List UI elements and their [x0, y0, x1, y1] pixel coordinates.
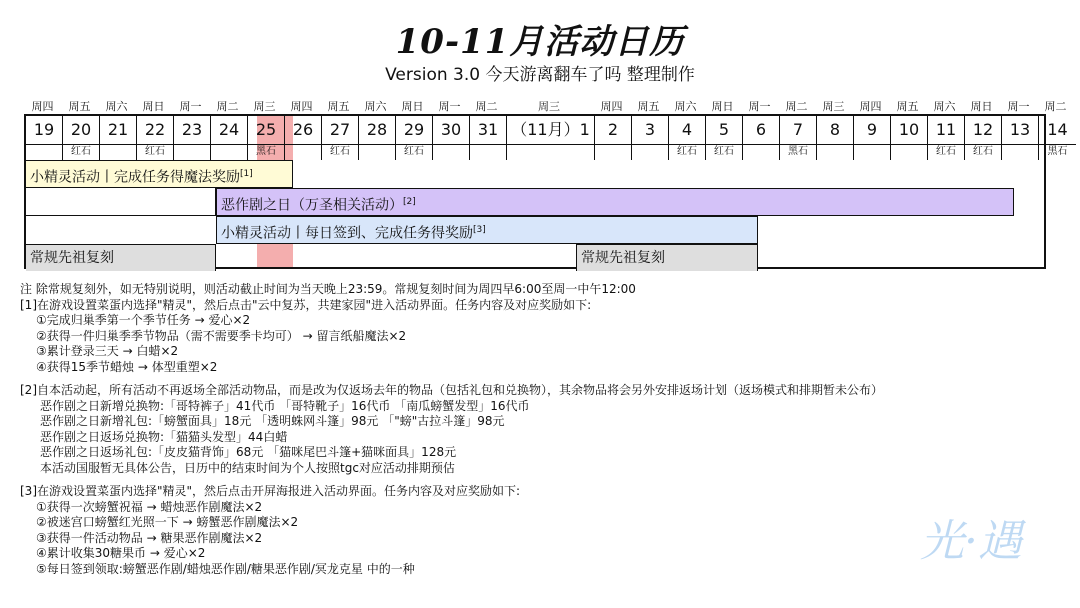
event-ref: [1]: [240, 169, 253, 179]
weekday-label: 周四: [859, 100, 882, 113]
event-bar-spirit-rerun-2[interactable]: [576, 244, 758, 271]
weekday-label: 周四: [31, 100, 54, 113]
event-label: 常规先祖复刻: [30, 250, 114, 266]
note-2-heading: [2]自本活动起，所有活动不再返场全部活动物品，而是改为仅返场去年的物品（包括礼包和兑换物），其余物品将会另外安排返场计划（返场模式和排期暂未公布）: [20, 383, 884, 397]
note-1-item: ①完成归巢季第一个季节任务 → 爱心×2: [36, 313, 251, 327]
note-3-item: ⑤每日签到领取:螃蟹恶作剧/蜡烛恶作剧/糖果恶作剧/冥龙克星 中的一种: [36, 561, 415, 576]
note-1-item: ③累计登录三天 → 白蜡×2: [36, 344, 179, 358]
calendar-day-cell[interactable]: [891, 116, 928, 160]
calendar-day-cell[interactable]: [470, 116, 507, 160]
shard-tag: [285, 144, 321, 159]
calendar-day-cell[interactable]: [396, 116, 433, 160]
note-3-item: ②被迷宫口螃蟹红光照一下 → 螃蟹恶作剧魔法×2: [36, 515, 299, 529]
shard-tag: 红石: [669, 144, 705, 159]
calendar-day-cell[interactable]: [100, 116, 137, 160]
note-2-item: 恶作剧之日新增兑换物:「哥特裤子」41代币 「哥特靴子」16代币 「南瓜螃蟹发型」16代币: [40, 398, 530, 413]
event-bar-sprite-tasks[interactable]: [26, 160, 293, 188]
note-3-item: ④累计收集30糖果币 → 爱心×2: [36, 546, 206, 560]
event-ref: [2]: [403, 197, 416, 207]
page-title: 10-11月活动日历: [395, 22, 685, 62]
weekday-label: 周一: [179, 100, 202, 113]
calendar-day-cell[interactable]: [1002, 116, 1039, 160]
weekday-label: 周五: [637, 100, 660, 113]
calendar-day-cell[interactable]: [248, 116, 285, 160]
note-3-item: ③获得一件活动物品 → 糖果恶作剧魔法×2: [36, 530, 263, 545]
weekday-label: 周日: [142, 100, 165, 113]
note-3-item: ①获得一次螃蟹祝福 → 蜡烛恶作剧魔法×2: [36, 499, 263, 514]
weekday-label: 周三: [253, 100, 276, 113]
event-label: 小精灵活动丨完成任务得魔法奖励: [30, 169, 240, 186]
day-number: 21: [107, 120, 129, 139]
note-2-item: 本活动国服暂无具体公告，日历中的结束时间为个人按照tgc对应活动排期预估: [40, 460, 455, 475]
day-number: 5: [718, 120, 730, 139]
day-number: 24: [218, 120, 240, 139]
notes-section: [20, 282, 1060, 577]
weekday-label: 周二: [1044, 100, 1067, 113]
shard-tag: 红石: [928, 144, 964, 159]
shard-tag: 黑石: [1039, 144, 1076, 159]
shard-tag: [507, 144, 594, 159]
day-number: 25: [255, 120, 277, 139]
calendar-day-cell[interactable]: [669, 116, 706, 160]
day-number: 14: [1047, 120, 1068, 139]
weekday-label: 周五: [327, 100, 350, 113]
weekday-label: 周五: [896, 100, 919, 113]
weekday-label: 周一: [438, 100, 461, 113]
weekday-label: 周六: [105, 100, 128, 113]
day-number: 27: [329, 120, 351, 139]
note-general: 注 除常规复刻外，如无特别说明，则活动截止时间为当天晚上23:59。常规复刻时间为周四早6:00至周一中午12:00: [20, 282, 636, 296]
weekday-label: 周日: [711, 100, 734, 113]
day-number: 30: [440, 120, 462, 139]
weekday-label: 周日: [401, 100, 424, 113]
day-number: 29: [403, 120, 425, 139]
shard-tag: [743, 144, 779, 159]
day-number: 8: [829, 120, 841, 139]
weekday-label: 周三: [538, 100, 560, 113]
shard-tag: 黑石: [780, 144, 816, 159]
day-number: 3: [644, 120, 656, 139]
day-number: 20: [70, 120, 92, 139]
shard-tag: 红石: [63, 144, 99, 159]
calendar-day-cell[interactable]: [817, 116, 854, 160]
watermark-logo: 光·遇: [920, 516, 1022, 567]
shard-tag: [891, 144, 927, 159]
calendar-day-cell[interactable]: [780, 116, 817, 160]
calendar-day-cell[interactable]: [928, 116, 965, 160]
day-number: 31: [477, 120, 499, 139]
weekday-label: 周日: [970, 100, 993, 113]
shard-tag: [100, 144, 136, 159]
shard-tag: [211, 144, 247, 159]
shard-tag: [632, 144, 668, 159]
shard-tag: 红石: [322, 144, 358, 159]
shard-tag: [1002, 144, 1038, 159]
weekday-label: 周一: [1007, 100, 1030, 113]
calendar-day-cell[interactable]: [965, 116, 1002, 160]
day-number: 2: [607, 120, 619, 139]
weekday-label: 周三: [822, 100, 845, 113]
page-subtitle: Version 3.0 今天游离翻车了吗 整理制作: [385, 65, 695, 85]
shard-tag: [854, 144, 890, 159]
calendar-day-cell[interactable]: [26, 116, 63, 160]
calendar-day-cell[interactable]: [507, 116, 595, 160]
shard-tag: [359, 144, 395, 159]
day-number: 11: [935, 120, 957, 139]
calendar-day-cell[interactable]: [743, 116, 780, 160]
day-number: 4: [681, 120, 693, 139]
event-label: 小精灵活动丨每日签到、完成任务得奖励: [221, 225, 473, 242]
day-number: 22: [144, 120, 166, 139]
note-2-item: 恶作剧之日返场礼包:「皮皮猫背饰」68元 「猫咪尾巴斗篷+猫咪面具」128元: [40, 445, 457, 459]
shard-tag: [595, 144, 631, 159]
weekday-label: 周四: [290, 100, 313, 113]
event-label: 常规先祖复刻: [581, 250, 665, 266]
calendar-day-cell[interactable]: [433, 116, 470, 160]
day-number: 10: [898, 120, 920, 139]
weekday-header-row: [24, 98, 1067, 114]
weekday-label: 周六: [364, 100, 387, 113]
event-label: 恶作剧之日（万圣相关活动）: [221, 197, 403, 214]
calendar-day-cell[interactable]: [595, 116, 632, 160]
shard-tag: 红石: [706, 144, 742, 159]
calendar-day-cell[interactable]: [632, 116, 669, 160]
event-bar-sprite-signin[interactable]: [216, 216, 758, 244]
calendar-day-cell[interactable]: [285, 116, 322, 160]
shard-tag: [174, 144, 210, 159]
weekday-label: 周二: [475, 100, 498, 113]
calendar-grid: [24, 114, 1068, 269]
shard-tag: [470, 144, 506, 159]
day-number: 19: [33, 120, 55, 139]
shard-tag: 红石: [396, 144, 432, 159]
day-number: 9: [866, 120, 878, 139]
weekday-label: 周六: [674, 100, 697, 113]
shard-tag: [26, 144, 62, 159]
day-number: 12: [972, 120, 994, 139]
weekday-label: 周一: [748, 100, 771, 113]
weekday-label: 周六: [933, 100, 956, 113]
calendar-day-cell[interactable]: [359, 116, 396, 160]
calendar-day-cell[interactable]: [706, 116, 743, 160]
day-number: 28: [366, 120, 388, 139]
calendar-day-cell[interactable]: [1039, 116, 1076, 160]
shard-tag: 红石: [137, 144, 173, 159]
event-ref: [3]: [473, 225, 486, 235]
weekday-label: 周二: [785, 100, 808, 113]
calendar-day-cell[interactable]: [854, 116, 891, 160]
day-number: 7: [792, 120, 804, 139]
weekday-label: 周四: [600, 100, 623, 113]
calendar-day-cell[interactable]: [137, 116, 174, 160]
day-number: 6: [755, 120, 767, 139]
calendar-day-cell[interactable]: [63, 116, 100, 160]
empty-cell: [26, 188, 216, 216]
event-bar-spirit-rerun-1[interactable]: [26, 244, 216, 271]
event-bar-prank-day[interactable]: [216, 188, 1014, 216]
calendar-day-cell[interactable]: [211, 116, 248, 160]
calendar-day-cell[interactable]: [174, 116, 211, 160]
shard-tag: 红石: [965, 144, 1001, 159]
note-2-item: 恶作剧之日返场兑换物:「猫猫头发型」44白蜡: [40, 429, 288, 444]
shard-tag: 黑石: [248, 144, 284, 159]
day-number: 26: [292, 120, 314, 139]
note-1-heading: [1]在游戏设置菜蛋内选择"精灵"，然后点击"云中复苏，共建家园"进入活动界面。任务内容及对应奖励如下:: [20, 297, 592, 312]
weekday-label: 周二: [216, 100, 239, 113]
weekday-label: 周五: [68, 100, 91, 113]
note-1-item: ④获得15季节蜡烛 → 体型重塑×2: [36, 359, 218, 374]
day-number: （11月）1: [511, 120, 590, 139]
calendar-day-cell[interactable]: [322, 116, 359, 160]
shard-tag: [817, 144, 853, 159]
day-number: 13: [1009, 120, 1031, 139]
note-3-heading: [3]在游戏设置菜蛋内选择"精灵"，然后点击开屏海报进入活动界面。任务内容及对应奖励如下:: [20, 484, 521, 498]
shard-tag: [433, 144, 469, 159]
day-number: 23: [181, 120, 203, 139]
note-2-item: 恶作剧之日新增礼包:「螃蟹面具」18元 「透明蛛网斗篷」98元 「"螃"古拉斗篷」98元: [40, 414, 505, 428]
note-1-item: ②获得一件归巢季季节物品（需不需要季卡均可） → 留言纸船魔法×2: [36, 328, 407, 343]
